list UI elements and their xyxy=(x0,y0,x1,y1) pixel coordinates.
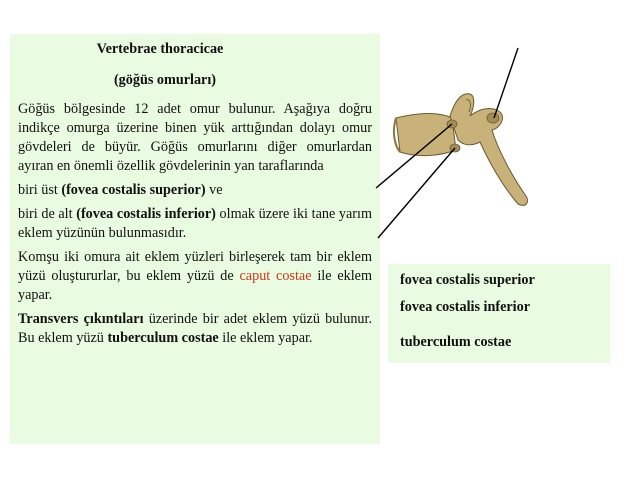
p2-text-c: ve xyxy=(205,182,223,198)
p2-term-superior: (fovea costalis superior) xyxy=(61,182,206,198)
paragraph-2 xyxy=(18,181,372,200)
labels-box xyxy=(388,264,610,363)
p3-text-c: olmak üzere iki tane yarım eklem yüzünün bulunmasıdır. xyxy=(18,206,372,241)
paragraph-4 xyxy=(18,248,372,305)
p5-term-tuberculum: tuberculum costae xyxy=(107,330,219,346)
vertebra-bone xyxy=(394,94,528,206)
paragraph-3 xyxy=(18,205,372,243)
p5-text-b: üzerinde bir adet eklem yüzü bulunur. Bu eklem yüzü xyxy=(18,311,372,346)
p5-term-transvers: Transvers çıkıntıları xyxy=(18,311,144,327)
page-subtitle: (göğüs omurları) xyxy=(113,72,217,88)
page-title: Vertebrae thoracicae xyxy=(96,41,224,57)
p3-text-a: biri de alt xyxy=(18,206,77,222)
label-fovea-inferior: fovea costalis inferior xyxy=(400,299,531,315)
p3-term-inferior: (fovea costalis inferior) xyxy=(76,206,216,222)
label-tuberculum: tuberculum costae xyxy=(400,334,512,350)
p5-text-d: ile eklem yapar. xyxy=(218,330,313,346)
p4-term-caput-costae: caput costae xyxy=(239,268,312,284)
p4-text-a: Komşu iki omura ait eklem yüzleri birleşerek tam bir eklem yüzü oluştururlar, bu eklem yüzü de xyxy=(18,249,372,284)
p2-text-a: biri üst xyxy=(18,182,62,198)
pointer-line-inferior xyxy=(378,148,455,238)
description-textbox xyxy=(10,34,380,444)
paragraph-1: Göğüs bölgesinde 12 adet omur bulunur. Aşağıya doğru indikçe omurga üzerine binen yük arttığından dolayı omur gövdeleri de büyür. Göğüs omurlarını diğer omurlardan ayıran en önemli özellik gövdelerinin yan taraflarında xyxy=(18,101,372,174)
paragraph-5 xyxy=(18,310,372,348)
label-fovea-superior: fovea costalis superior xyxy=(400,272,535,288)
p4-text-b: ile eklem yapar. xyxy=(18,268,372,303)
pointer-line-tuberculum xyxy=(494,48,518,118)
vertebra-illustration xyxy=(340,40,540,265)
